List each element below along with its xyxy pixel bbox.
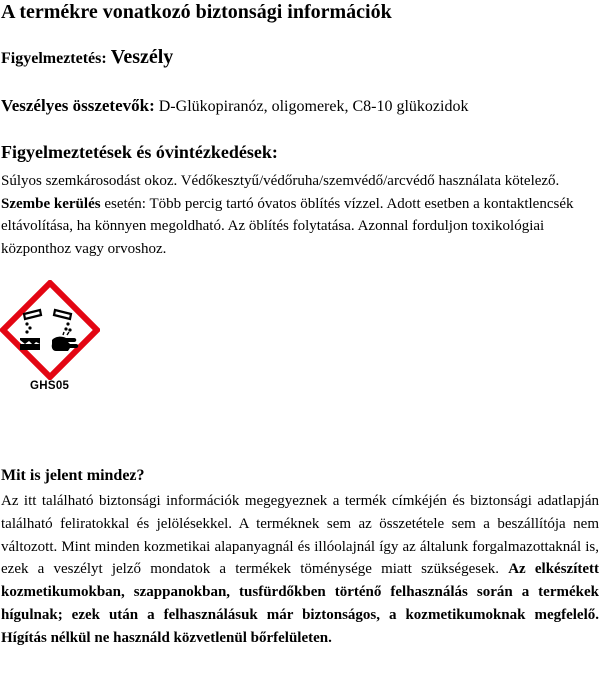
hazardous-ingredients-value: D-Glükopiranóz, oligomerek, C8-10 glükozidok xyxy=(158,98,469,115)
meaning-text xyxy=(1,490,599,650)
page-title: A termékre vonatkozó biztonsági információk xyxy=(1,1,392,23)
meaning-bold-text: Az elkészített kozmetikumokban, szappanokban, tusfürdőkben történő felhasználás során a termékek hígulnak; ezek után a felhasználásuk már biztonságos, a kozmetikumoknak megfelelő. Hígítás nélkül ne használd közvetlenül bőrfelületen. xyxy=(1,561,600,646)
precautions-heading: Figyelmeztetések és óvintézkedések: xyxy=(1,142,278,162)
meaning-plain-text: Az itt található biztonsági információk megegyeznek a termék címkéjén és biztonsági adatlapján található feliratokkal és jelölésekkel. A terméknek sem az összetétele sem a beszállítója nem változott. Mint minden kozmetikai alapanyagnál és illóolajnál így az általunk forgalmazottaknál is, ezek a veszélyt jelző mondatok a termékek töménysége miatt szükségesek. xyxy=(1,493,599,578)
precautions-line-1: Súlyos szemkárosodást okoz. Védőkesztyű/védőruha/szemvédő/arcvédő használata kötelező. xyxy=(1,173,560,189)
signal-word-value: Veszély xyxy=(110,46,174,68)
signal-word-line xyxy=(1,46,173,69)
ghs05-corrosion-icon xyxy=(0,280,100,380)
eye-contact-paragraph xyxy=(1,193,600,261)
eye-contact-label: Szembe kerülés xyxy=(1,195,101,212)
pictogram-label: GHS05 xyxy=(30,380,70,392)
signal-word-label: Figyelmeztetés: xyxy=(1,50,107,67)
hazardous-ingredients-line xyxy=(1,96,468,117)
meaning-heading: Mit is jelent mindez? xyxy=(1,467,145,484)
eye-contact-text: esetén: Több percig tartó óvatos öblítés vízzel. Adott esetben a kontaktlencsék eltávolítása, ha könnyen megoldható. Az öblítés folytatása. Azonnal forduljon toxikológiai központhoz vagy orvoshoz. xyxy=(1,195,574,257)
precautions-text xyxy=(1,170,600,260)
hazardous-ingredients-label: Veszélyes összetevők: xyxy=(1,96,155,115)
